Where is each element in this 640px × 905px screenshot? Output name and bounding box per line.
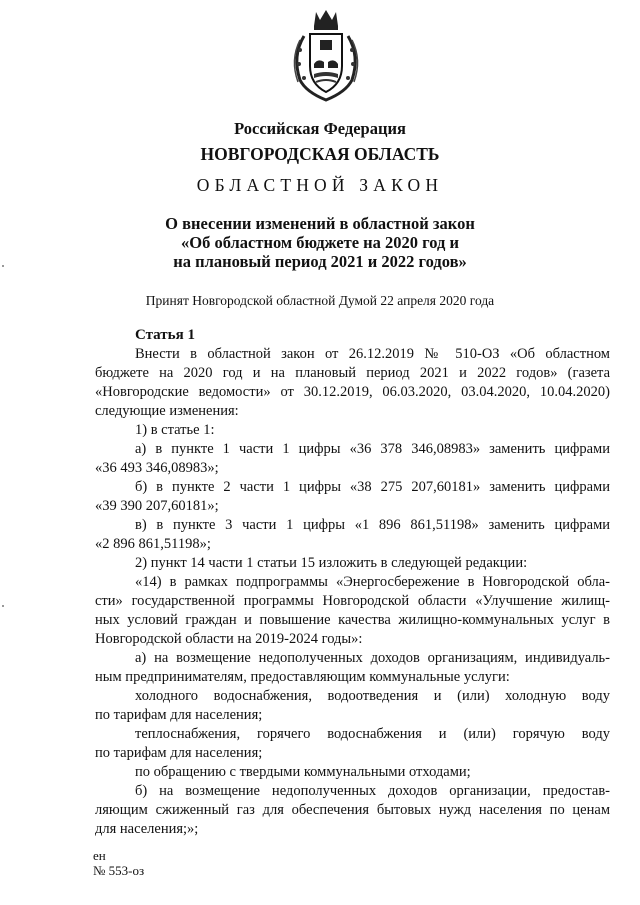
body-line: по обращению с твердыми коммунальными отходами; [135, 764, 471, 780]
title-line: О внесении изменений в областной закон [165, 214, 475, 233]
body-line: а) в пункте 1 части 1 цифры «36 378 346,08983» заменить цифрами [135, 441, 610, 457]
body-line: по тарифам для населения; [95, 707, 263, 723]
body-line: «Новгородские ведомости» от 30.12.2019, 06.03.2020, 03.04.2020, 10.04.2020) [95, 384, 610, 400]
body-line: бюджете на 2020 год и на плановый период 2021 и 2022 годов» (газета [95, 365, 610, 381]
body-line: по тарифам для населения; [95, 745, 263, 761]
footer [93, 848, 144, 878]
region-heading: НОВГОРОДСКАЯ ОБЛАСТЬ [200, 144, 440, 164]
body-line: для населения;»; [95, 821, 199, 837]
body-line: «14) в рамках подпрограммы «Энергосбережение в Новгородской обла- [135, 574, 610, 590]
margin-mark [2, 265, 4, 267]
title-line: «Об областном бюджете на 2020 год и [180, 233, 460, 252]
body-line: Новгородской области на 2019-2024 годы»: [95, 631, 363, 647]
margin-mark [2, 605, 4, 607]
federation-heading: Российская Федерация [234, 119, 406, 138]
body-line: б) в пункте 2 части 1 цифры «38 275 207,60181» заменить цифрами [135, 479, 610, 495]
article-heading: Статья 1 [135, 327, 195, 343]
body-line: а) на возмещение недополученных доходов организациям, индивидуаль- [135, 650, 610, 666]
body-line: 1) в статье 1: [135, 422, 215, 438]
doc-type-heading: ОБЛАСТНОЙ ЗАКОН [196, 175, 444, 195]
body-line: Внести в областной закон от 26.12.2019 № 510-ОЗ «Об областном [135, 346, 610, 362]
adoption-note: Принят Новгородской областной Думой 22 апреля 2020 года [145, 293, 495, 308]
body-line: ных условий граждан и повышение качества жилищно-коммунальных услуг в [95, 612, 610, 628]
title-line: на плановый период 2021 и 2022 годов» [173, 252, 467, 271]
footer-number: № 553-оз [93, 863, 145, 878]
footer-initials: ен [93, 848, 106, 863]
article-body [95, 345, 610, 839]
body-line: ным предпринимателям, предоставляющим коммунальные услуги: [95, 669, 510, 685]
body-line: холодного водоснабжения, водоотведения и (или) холодную воду [135, 688, 610, 704]
body-line: ляющим сжиженный газ для обеспечения бытовых нужд населения по ценам [95, 802, 610, 818]
body-line: 2) пункт 14 части 1 статьи 15 изложить в следующей редакции: [135, 555, 528, 571]
body-line: б) на возмещение недополученных доходов организации, предостав- [135, 783, 610, 799]
body-line: сти» государственной программы Новгородской области «Улучшение жилищ- [95, 593, 610, 609]
body-line: «36 493 346,08983»; [95, 460, 219, 476]
body-line: в) в пункте 3 части 1 цифры «1 896 861,51198» заменить цифрами [135, 517, 610, 533]
law-title [0, 214, 640, 271]
body-line: теплоснабжения, горячего водоснабжения и (или) горячую воду [135, 726, 610, 742]
body-line: «2 896 861,51198»; [95, 536, 211, 552]
body-line: «39 390 207,60181»; [95, 498, 219, 514]
body-line: следующие изменения: [95, 403, 239, 419]
coat-of-arms-icon [286, 6, 366, 106]
